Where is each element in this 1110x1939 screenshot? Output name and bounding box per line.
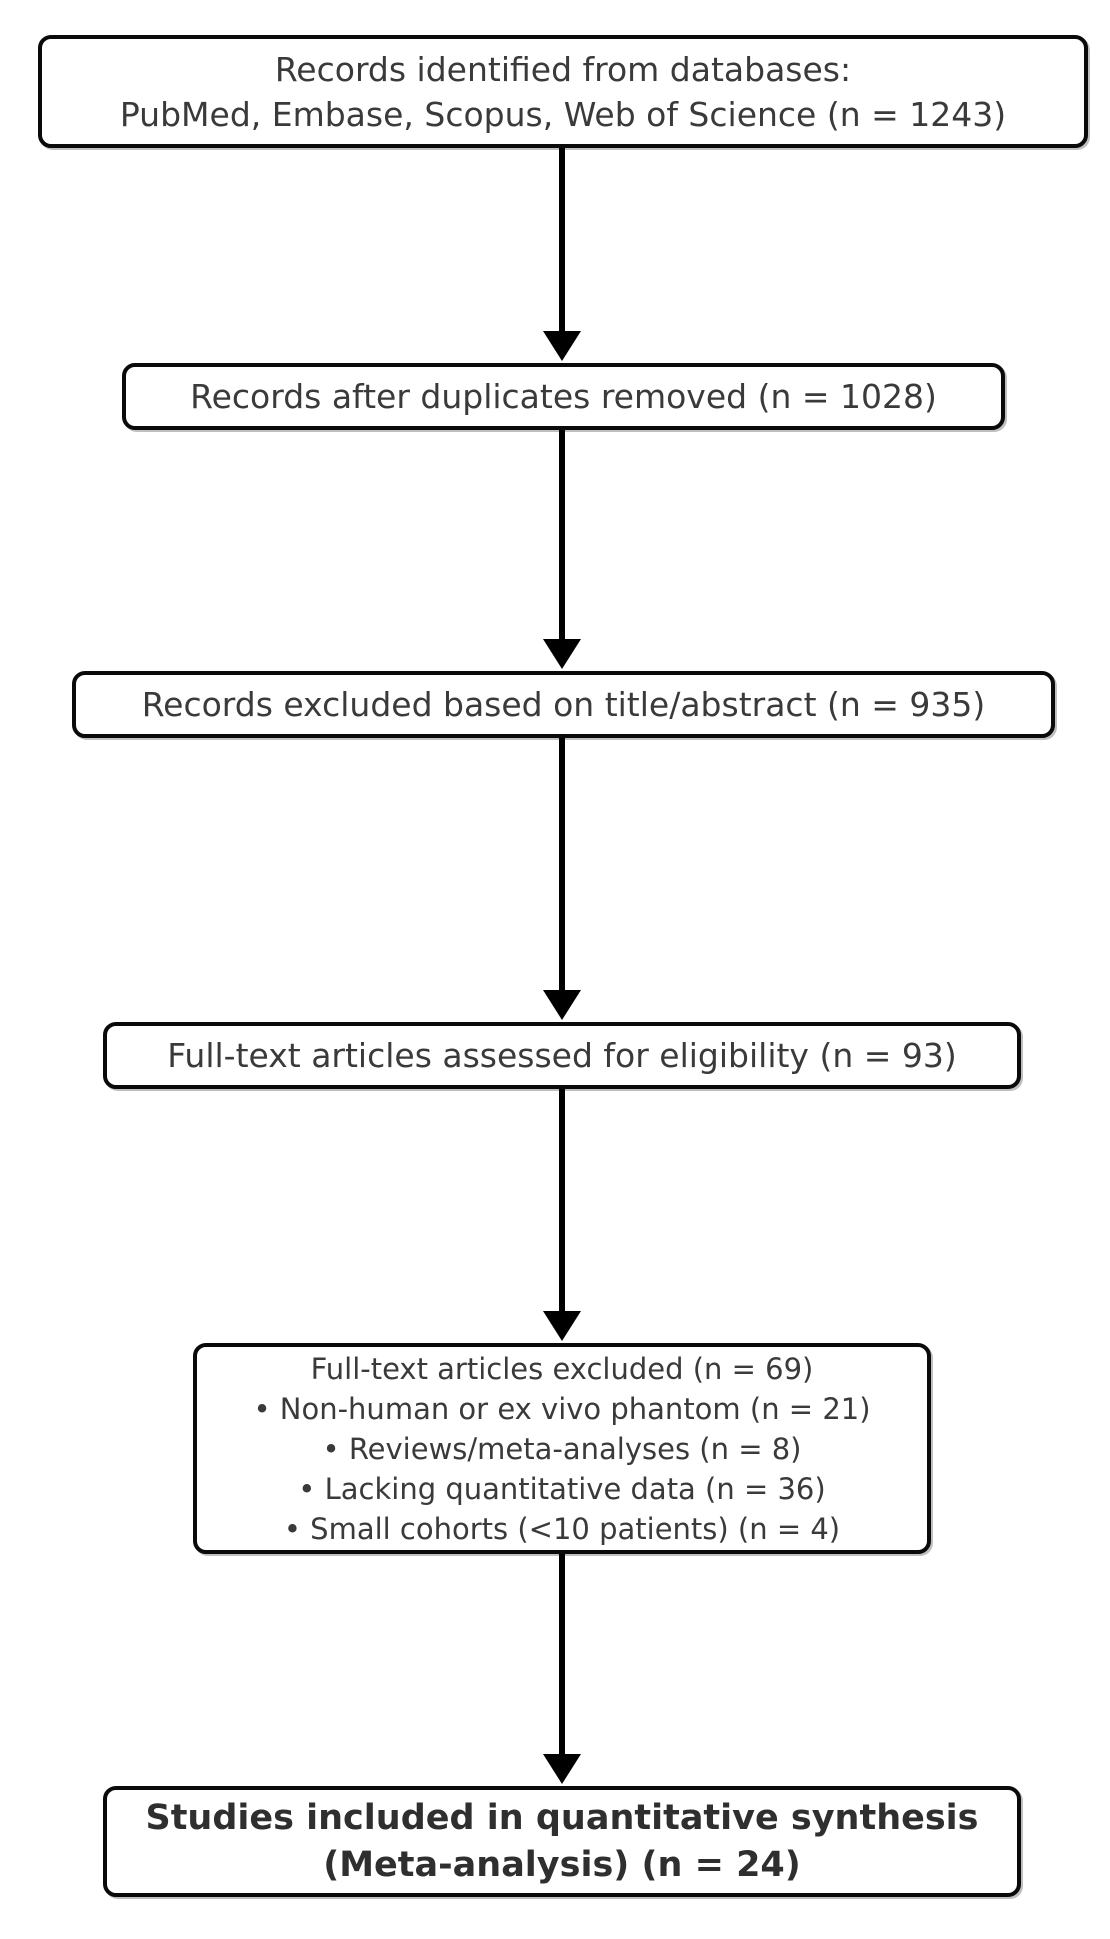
box-fulltext-excluded-bullet-4: • Small cohorts (<10 patients) (n = 4): [283, 1511, 841, 1546]
flow-arrow-1: [543, 148, 581, 361]
arrow-shaft: [559, 430, 565, 643]
flow-arrow-2: [543, 430, 581, 669]
arrow-shaft: [559, 1554, 565, 1758]
box-records-identified: [38, 35, 1088, 148]
box-records-identified-line-1: Records identified from databases:: [274, 49, 852, 89]
box-duplicates-removed-line-1: Records after duplicates removed (n = 1028): [190, 376, 937, 416]
box-studies-included-line-1: Studies included in quantitative synthesis: [145, 1797, 979, 1838]
box-records-excluded-title-abstract: [72, 671, 1055, 738]
arrow-shaft: [559, 738, 565, 994]
box-studies-included-line-2: (Meta-analysis) (n = 24): [323, 1844, 801, 1885]
arrow-shaft: [559, 148, 565, 335]
box-fulltext-excluded-bullet-1: • Non-human or ex vivo phantom (n = 21): [253, 1391, 871, 1426]
arrow-down-icon: [543, 639, 581, 669]
arrow-down-icon: [543, 990, 581, 1020]
arrow-shaft: [559, 1089, 565, 1315]
box-fulltext-assessed: [103, 1022, 1021, 1089]
box-fulltext-excluded: [193, 1343, 931, 1554]
arrow-down-icon: [543, 331, 581, 361]
box-fulltext-excluded-title: Full-text articles excluded (n = 69): [310, 1351, 814, 1386]
flow-arrow-3: [543, 738, 581, 1020]
box-fulltext-excluded-bullet-3: • Lacking quantitative data (n = 36): [298, 1471, 826, 1506]
box-fulltext-excluded-bullet-2: • Reviews/meta-analyses (n = 8): [322, 1431, 802, 1466]
box-records-identified-line-2: PubMed, Embase, Scopus, Web of Science (n = 1243): [119, 94, 1007, 134]
arrow-down-icon: [543, 1754, 581, 1784]
box-records-excluded-line-1: Records excluded based on title/abstract (n = 935): [141, 684, 986, 724]
box-fulltext-assessed-line-1: Full-text articles assessed for eligibility (n = 93): [167, 1035, 957, 1075]
flow-arrow-5: [543, 1554, 581, 1784]
arrow-down-icon: [543, 1311, 581, 1341]
box-studies-included: [103, 1786, 1021, 1897]
flow-arrow-4: [543, 1089, 581, 1341]
box-duplicates-removed: [122, 363, 1005, 430]
